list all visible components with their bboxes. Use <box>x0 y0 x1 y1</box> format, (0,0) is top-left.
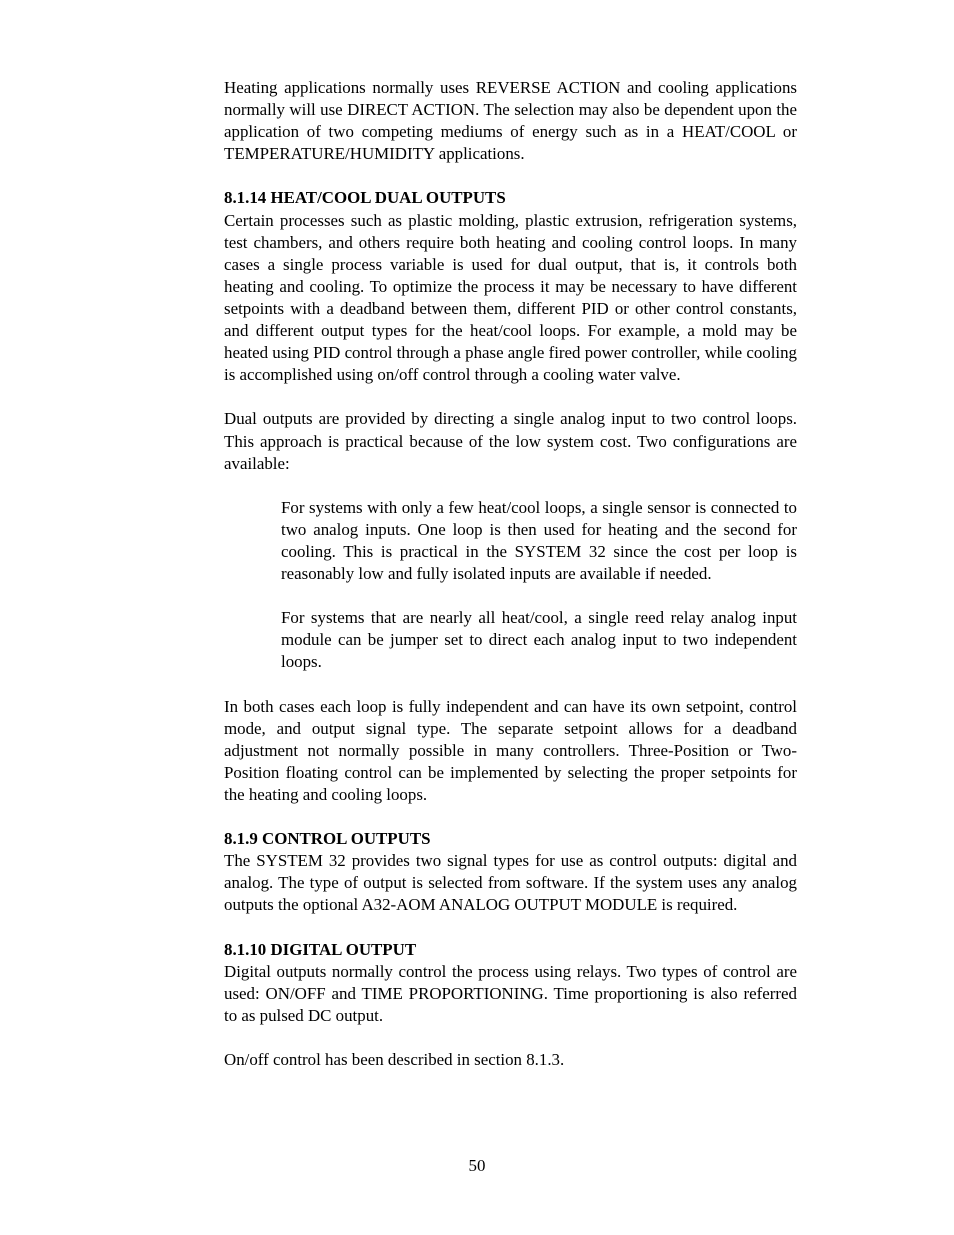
digital-output-paragraph-2: On/off control has been described in section 8.1.3. <box>224 1050 565 1070</box>
heading-control-outputs: 8.1.9 CONTROL OUTPUTS <box>224 829 431 849</box>
heat-cool-paragraph-3: In both cases each loop is fully independent and can have its own setpoint, control mode, and output signal type. The separate setpoint allows for a deadband adjustment not normally possible in many controllers. Three-Position or Two-Position floating control can be implemented by selecting the proper setpoints for the heating and cooling loops. <box>224 696 797 804</box>
digital-output-paragraph-1: Digital outputs normally control the process using relays. Two types of control are used: ON/OFF and TIME PROPORTIONING. Time proportioning is also referred to as pulsed DC output. <box>224 961 797 1025</box>
control-outputs-paragraph: The SYSTEM 32 provides two signal types for use as control outputs: digital and analog. The type of output is selected from software. If the system uses any analog outputs the optional A32-AOM ANALOG OUTPUT MODULE is required. <box>224 851 797 915</box>
heat-cool-indented-paragraph-2: For systems that are nearly all heat/cool, a single reed relay analog input module can be jumper set to direct each analog input to two independent loops. <box>281 608 797 672</box>
heading-digital-output: 8.1.10 DIGITAL OUTPUT <box>224 939 417 959</box>
intro-paragraph: Heating applications normally uses REVERSE ACTION and cooling applications normally will use DIRECT ACTION. The selection may also be dependent upon the application of two competing mediums of energy such as in a HEAT/COOL or TEMPERATURE/HUMIDITY applications. <box>224 78 797 164</box>
heat-cool-indented-paragraph-1: For systems with only a few heat/cool loops, a single sensor is connected to two analog inputs. One loop is then used for heating and the second for cooling. This is practical in the SYSTEM 32 since the cost per loop is reasonably low and fully isolated inputs are available if needed. <box>281 497 797 584</box>
heat-cool-paragraph-2: Dual outputs are provided by directing a single analog input to two control loops. This approach is practical because of the low system cost. Two configurations are available: <box>224 409 797 473</box>
heat-cool-paragraph-1: Certain processes such as plastic molding, plastic extrusion, refrigeration systems, test chambers, and others require both heating and cooling control loops. In many cases a single process variable is used for dual output, that is, it controls both heating and cooling. To optimize the process it may be necessary to have different setpoints with a deadband between them, different PID or other control constants, and different output types for the heat/cool loops. For example, a mold may be heated using PID control through a phase angle fired power controller, while cooling is accomplished using on/off control through a cooling water valve. <box>224 210 797 385</box>
heading-heat-cool-dual-outputs: 8.1.14 HEAT/COOL DUAL OUTPUTS <box>224 188 506 208</box>
page-number: 50 <box>468 1156 486 1175</box>
document-body <box>224 77 797 1071</box>
